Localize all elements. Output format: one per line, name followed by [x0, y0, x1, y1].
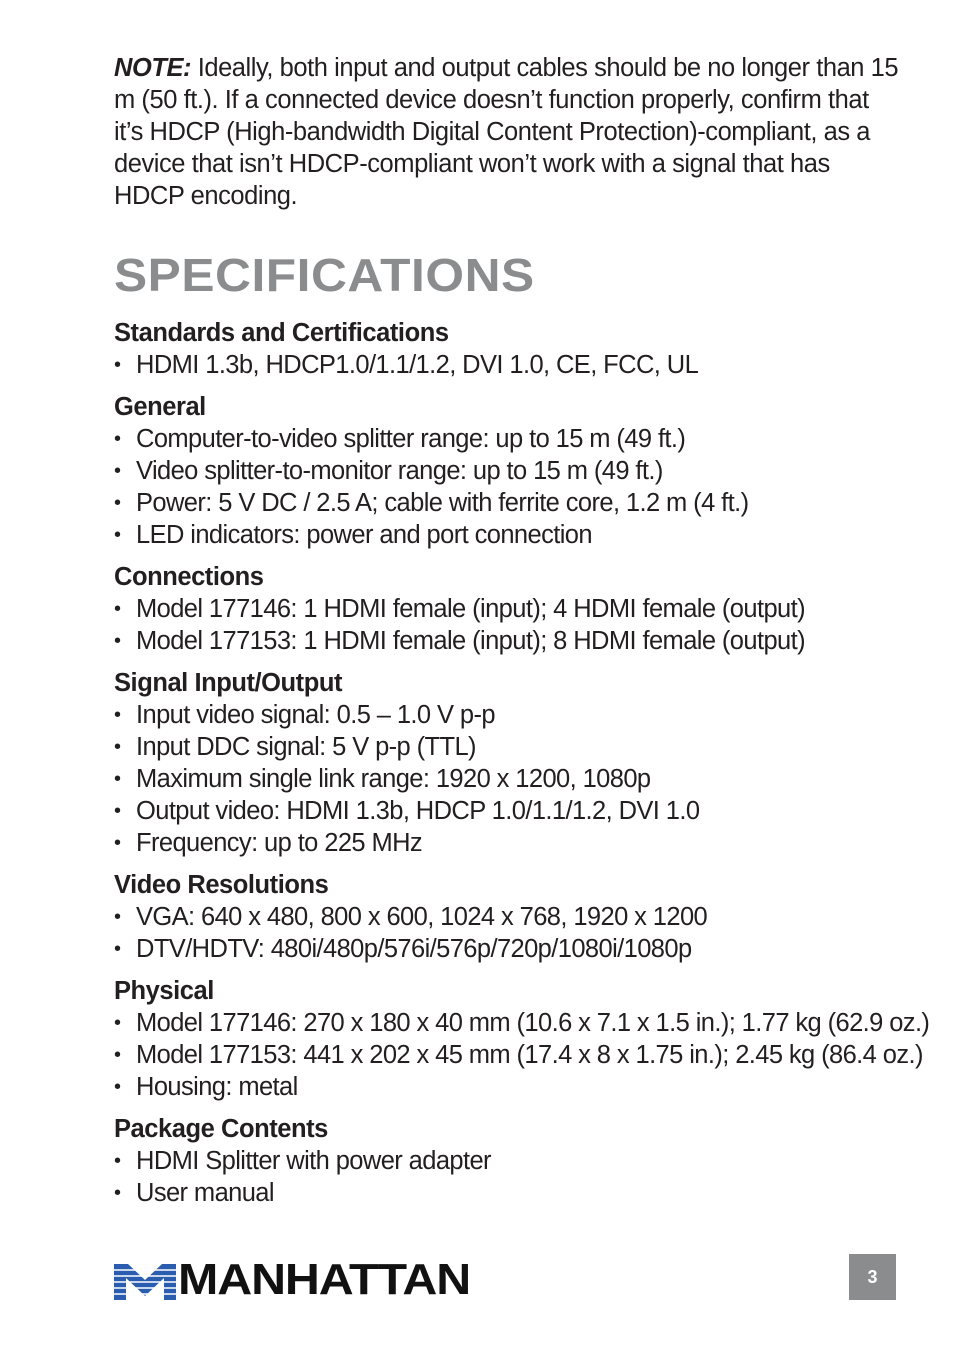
section-items: [114, 901, 904, 965]
note-paragraph: [114, 52, 904, 212]
section-heading: Connections: [114, 563, 264, 591]
section-heading: Signal Input/Output: [114, 669, 342, 697]
list-item: • Input video signal: 0.5 – 1.0 V p-p: [114, 699, 904, 731]
list-item: • Power: 5 V DC / 2.5 A; cable with ferrite core, 1.2 m (4 ft.): [114, 487, 904, 519]
spec-section: [114, 561, 904, 657]
spec-section: [114, 975, 930, 1103]
manhattan-logo-mark-icon: [114, 1260, 176, 1300]
section-items: [114, 349, 904, 381]
list-item: • Input DDC signal: 5 V p-p (TTL): [114, 731, 904, 763]
spec-section: [114, 869, 904, 965]
section-items: [114, 593, 904, 657]
spec-section: [114, 667, 904, 859]
list-item: • DTV/HDTV: 480i/480p/576i/576p/720p/1080i/1080p: [114, 933, 904, 965]
list-item: • Model 177153: 441 x 202 x 45 mm (17.4 x 8 x 1.75 in.); 2.45 kg (86.4 oz.): [114, 1039, 904, 1071]
section-heading: Package Contents: [114, 1115, 328, 1143]
list-item: • Maximum single link range: 1920 x 1200, 1080p: [114, 763, 904, 795]
manhattan-logo: [114, 1255, 471, 1304]
section-heading: Video Resolutions: [114, 871, 329, 899]
page-number-badge: 3: [849, 1254, 896, 1300]
section-items: [114, 423, 904, 551]
note-text: Ideally, both input and output cables should be no longer than 15 m (50 ft.). If a connected device doesn’t function properly, confirm that it’s HDCP (High-bandwidth Digital Content Protection)-compliant, as a device that isn’t HDCP-compliant won’t work with a signal that has HDCP encoding.: [114, 54, 899, 210]
section-heading: Physical: [114, 977, 214, 1005]
list-item: • Model 177146: 270 x 180 x 40 mm (10.6 x 7.1 x 1.5 in.); 1.77 kg (62.9 oz.): [114, 1007, 904, 1039]
specifications-list: [114, 317, 930, 1209]
list-item: • Output video: HDMI 1.3b, HDCP 1.0/1.1/1.2, DVI 1.0: [114, 795, 904, 827]
section-heading: Standards and Certifications: [114, 319, 449, 347]
spec-section: [114, 317, 904, 381]
section-items: [114, 699, 904, 859]
spec-section: [114, 1113, 904, 1209]
list-item: • Housing: metal: [114, 1071, 904, 1103]
spec-section: [114, 391, 904, 551]
list-item: • Model 177153: 1 HDMI female (input); 8 HDMI female (output): [114, 625, 904, 657]
list-item: • HDMI Splitter with power adapter: [114, 1145, 904, 1177]
page-title: SPECIFICATIONS: [114, 249, 535, 301]
section-items: [114, 1007, 930, 1103]
section-items: [114, 1145, 904, 1209]
list-item: • User manual: [114, 1177, 904, 1209]
list-item: • Model 177146: 1 HDMI female (input); 4 HDMI female (output): [114, 593, 904, 625]
list-item: • VGA: 640 x 480, 800 x 600, 1024 x 768, 1920 x 1200: [114, 901, 904, 933]
logo-wordmark: MANHATTAN: [178, 1255, 471, 1304]
page-content: [114, 52, 930, 1219]
list-item: • HDMI 1.3b, HDCP1.0/1.1/1.2, DVI 1.0, CE, FCC, UL: [114, 349, 904, 381]
list-item: • Video splitter-to-monitor range: up to 15 m (49 ft.): [114, 455, 904, 487]
list-item: • LED indicators: power and port connection: [114, 519, 904, 551]
section-heading: General: [114, 393, 206, 421]
note-label: NOTE:: [114, 54, 192, 82]
list-item: • Frequency: up to 225 MHz: [114, 827, 904, 859]
list-item: • Computer-to-video splitter range: up to 15 m (49 ft.): [114, 423, 904, 455]
